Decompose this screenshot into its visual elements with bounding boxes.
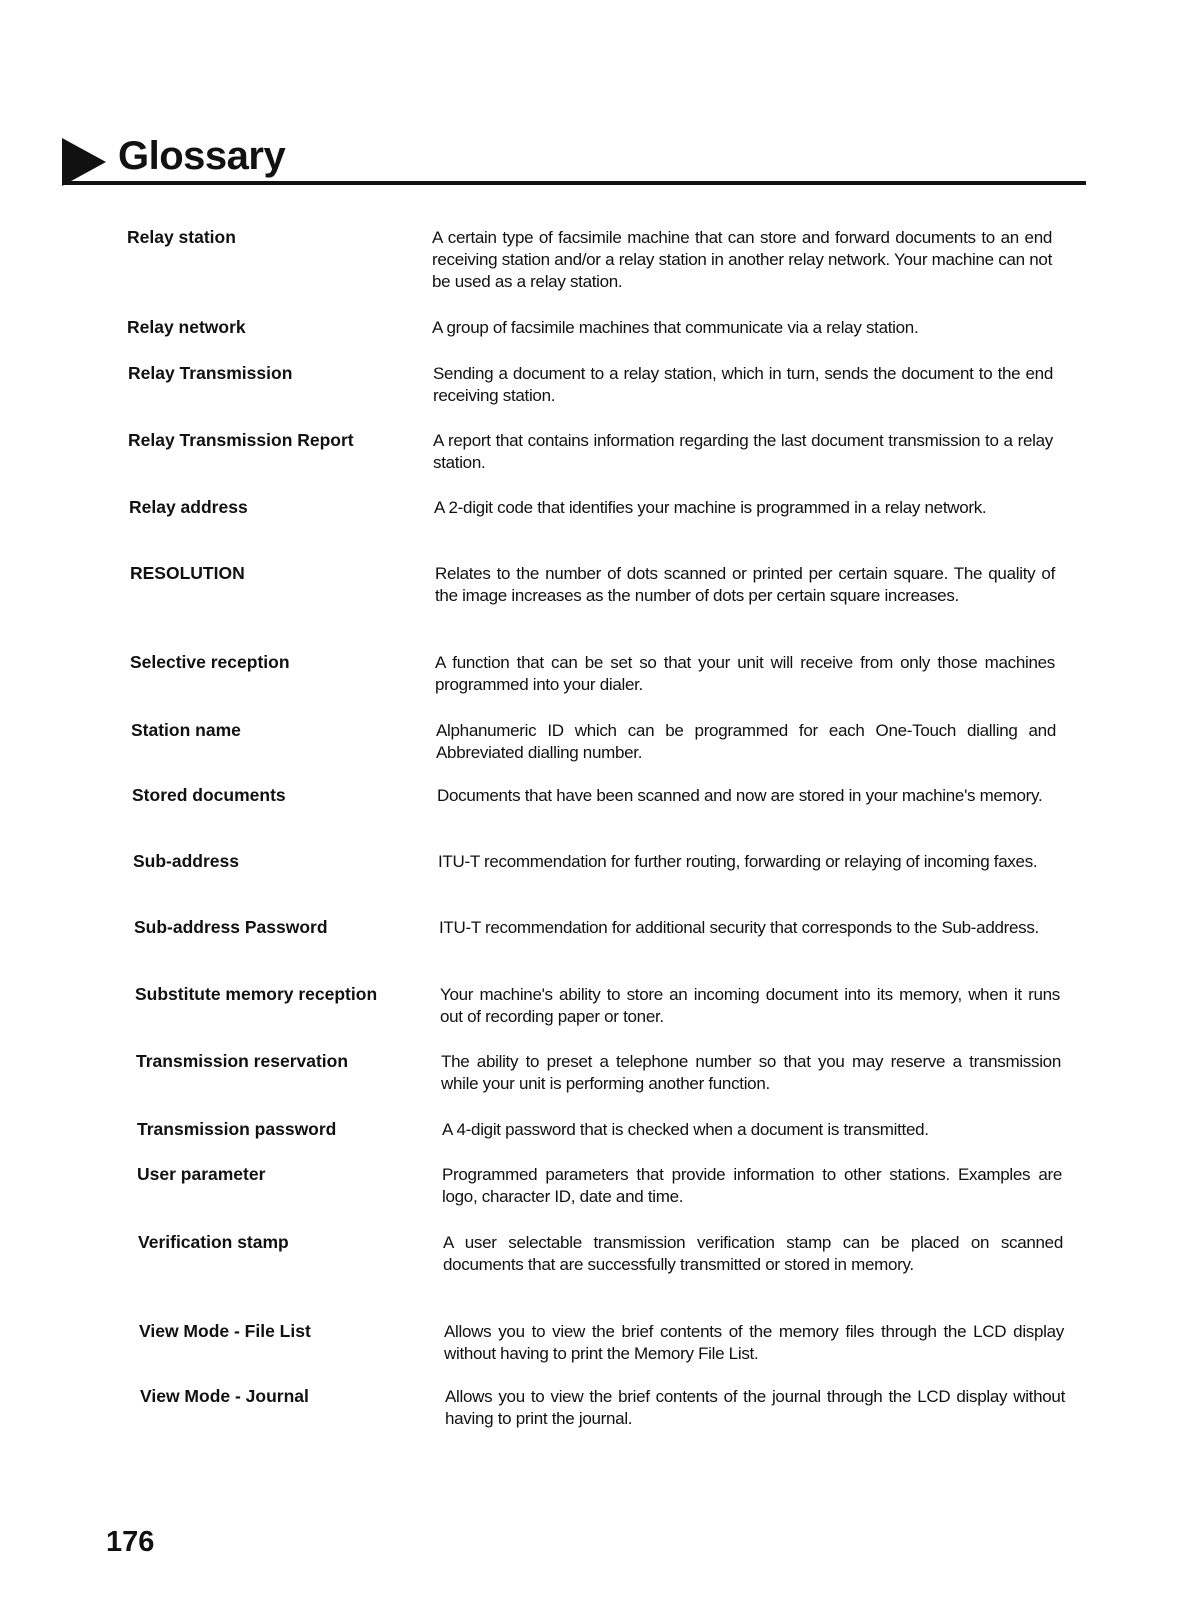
page-title: Glossary xyxy=(118,134,286,178)
glossary-term: Substitute memory reception xyxy=(135,984,378,1004)
glossary-term: View Mode - Journal xyxy=(140,1386,309,1406)
glossary-term: RESOLUTION xyxy=(130,563,245,583)
glossary-definition: A report that contains information regarding the last document transmission to a relay station. xyxy=(433,431,1053,472)
glossary-definition: A certain type of facsimile machine that can store and forward documents to an end receiving station and/or a relay station in another relay network. Your machine can not be used as a relay station. xyxy=(432,228,1052,291)
glossary-definition: A user selectable transmission verification stamp can be placed on scanned documents that are successfully transmitted or stored in memory. xyxy=(443,1233,1063,1274)
glossary-term: User parameter xyxy=(137,1164,266,1184)
glossary-term: Selective reception xyxy=(130,652,290,672)
glossary-definition: Documents that have been scanned and now are stored in your machine's memory. xyxy=(437,786,1043,805)
glossary-definition: Sending a document to a relay station, which in turn, sends the document to the end receiving station. xyxy=(433,364,1053,405)
glossary-term: Relay station xyxy=(127,227,236,247)
glossary-definition: Relates to the number of dots scanned or printed per certain square. The quality of the image increases as the number of dots per certain square increases. xyxy=(435,564,1055,605)
glossary-term: Sub-address xyxy=(133,851,239,871)
glossary-term: Relay address xyxy=(129,497,248,517)
section-arrow-icon xyxy=(62,138,106,186)
glossary-term: Transmission password xyxy=(137,1119,337,1139)
glossary-term: Sub-address Password xyxy=(134,917,328,937)
glossary-definition: ITU-T recommendation for additional security that corresponds to the Sub-address. xyxy=(439,918,1039,937)
glossary-definition: Allows you to view the brief contents of the memory files through the LCD display without having to print the Memory File List. xyxy=(444,1322,1064,1363)
glossary-definition: ITU-T recommendation for further routing, forwarding or relaying of incoming faxes. xyxy=(438,852,1038,871)
glossary-definition: A function that can be set so that your unit will receive from only those machines programmed into your dialer. xyxy=(435,653,1055,694)
glossary-term: Stored documents xyxy=(132,785,286,805)
glossary-definition: A group of facsimile machines that communicate via a relay station. xyxy=(432,318,919,337)
glossary-term: Relay network xyxy=(127,317,246,337)
page-number: 176 xyxy=(106,1526,155,1558)
glossary-definition: The ability to preset a telephone number so that you may reserve a transmission while your unit is performing another function. xyxy=(441,1052,1061,1093)
glossary-definition: A 4-digit password that is checked when a document is transmitted. xyxy=(442,1120,929,1139)
glossary-definition: Programmed parameters that provide information to other stations. Examples are logo, character ID, date and time. xyxy=(442,1165,1062,1206)
glossary-definition: Allows you to view the brief contents of the journal through the LCD display without having to print the journal. xyxy=(445,1387,1065,1428)
glossary-term: Transmission reservation xyxy=(136,1051,349,1071)
glossary-term: Station name xyxy=(131,720,241,740)
title-divider xyxy=(62,181,1086,185)
glossary-term: View Mode - File List xyxy=(139,1321,311,1341)
glossary-term: Verification stamp xyxy=(138,1232,289,1252)
glossary-definition: Alphanumeric ID which can be programmed for each One-Touch dialling and Abbreviated dialling number. xyxy=(436,721,1056,762)
glossary-term: Relay Transmission xyxy=(128,363,293,383)
glossary-definition: Your machine's ability to store an incoming document into its memory, when it runs out of recording paper or toner. xyxy=(440,985,1060,1026)
glossary-definition: A 2-digit code that identifies your machine is programmed in a relay network. xyxy=(434,498,987,517)
glossary-term: Relay Transmission Report xyxy=(128,430,354,450)
